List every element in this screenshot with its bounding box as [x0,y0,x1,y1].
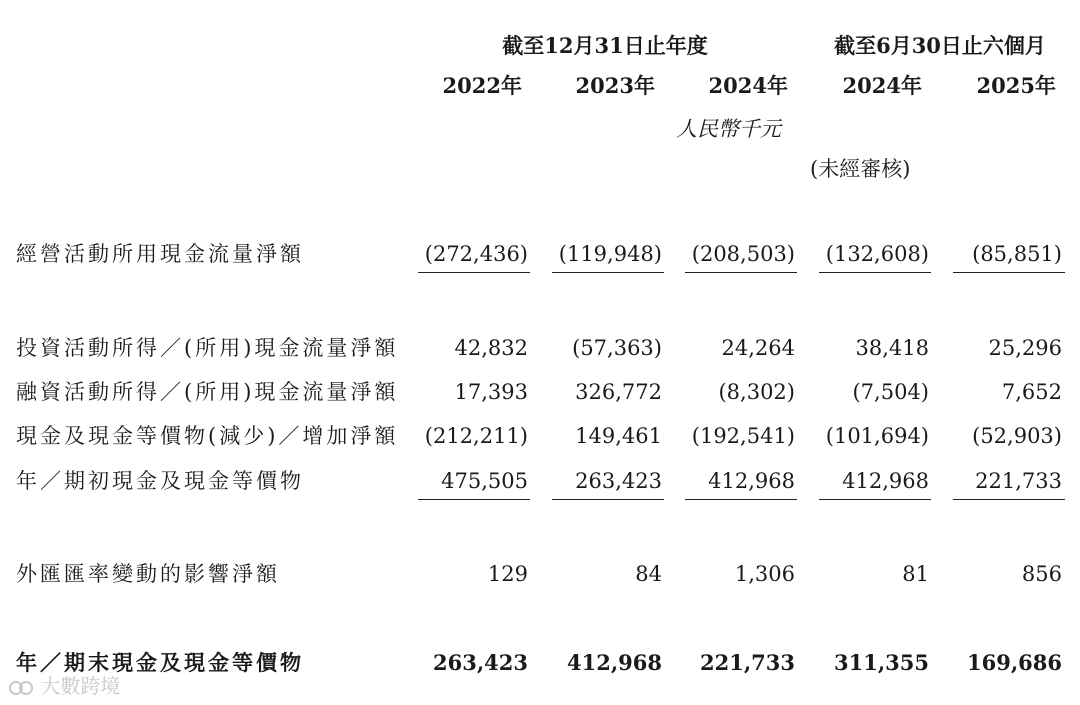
cell-2022: 42,832 [454,336,528,360]
row-label: 投資活動所得／(所用)現金流量淨額 [16,336,399,360]
subtotal-rule [819,272,931,273]
cell-2022: 475,505 [441,469,528,493]
row-label: 年／期末現金及現金等價物 [16,650,304,675]
subtotal-rule [685,272,797,273]
cell-2025: 25,296 [988,336,1062,360]
cell-2023: 412,968 [567,650,662,675]
subtotal-rule [685,499,797,500]
year-header-2025: 2025年 [976,73,1056,98]
subtotal-rule [552,499,664,500]
watermark-text: 大數跨境 [40,674,121,698]
table-row [0,328,1080,368]
subtotal-rule [953,499,1065,500]
cell-2023: 263,423 [575,469,662,493]
cell-2025: (52,903) [972,424,1062,448]
subtotal-rule [418,499,530,500]
cell-2024: (208,503) [691,242,795,266]
row-label: 外匯匯率變動的影響淨額 [16,562,280,586]
cell-2023: 149,461 [575,424,662,448]
cell-2024-interim: 81 [902,562,929,586]
cell-2022: 129 [487,562,528,586]
cell-2023: 326,772 [575,380,662,404]
cell-2024-interim: 38,418 [855,336,929,360]
cell-2024: 412,968 [708,469,795,493]
period-header-interim: 截至6月30日止六個月 [834,33,1046,58]
cell-2024-interim: (132,608) [825,242,929,266]
year-header-2024-interim: 2024年 [842,73,922,98]
row-label: 融資活動所得／(所用)現金流量淨額 [16,380,399,404]
period-header-annual: 截至12月31日止年度 [502,33,708,58]
cell-2024-interim: (7,504) [852,380,929,404]
cell-2025: 856 [1021,562,1062,586]
cell-2023: 84 [635,562,662,586]
cell-2023: (119,948) [558,242,662,266]
watermark [8,670,120,699]
total-row [0,643,1080,683]
row-label: 現金及現金等價物(減少)／增加淨額 [16,424,399,448]
year-header-2024: 2024年 [708,73,788,98]
cell-2022: (272,436) [424,242,528,266]
row-label: 經營活動所用現金流量淨額 [16,242,304,266]
subtotal-rule [953,272,1065,273]
cell-2025: 7,652 [1001,380,1062,404]
cell-2022: (212,211) [424,424,528,448]
currency-note: 人民幣千元 [676,117,781,141]
subtotal-rule [552,272,664,273]
cell-2024: 1,306 [734,562,795,586]
cell-2022: 17,393 [454,380,528,404]
table-row [0,234,1080,274]
logo-icon [8,678,34,698]
cell-2024-interim: (101,694) [825,424,929,448]
cell-2024: (192,541) [691,424,795,448]
cell-2025: 221,733 [975,469,1062,493]
table-row [0,461,1080,501]
cell-2025: (85,851) [972,242,1062,266]
cell-2024-interim: 311,355 [834,650,929,675]
cell-2025: 169,686 [967,650,1062,675]
cell-2024: (8,302) [718,380,795,404]
subtotal-rule [819,499,931,500]
cell-2024: 221,733 [700,650,795,675]
table-row [0,416,1080,456]
year-header-2022: 2022年 [442,73,522,98]
cell-2023: (57,363) [572,336,662,360]
cell-2024-interim: 412,968 [842,469,929,493]
year-header-2023: 2023年 [575,73,655,98]
table-row [0,554,1080,594]
table-row [0,372,1080,412]
cell-2024: 24,264 [721,336,795,360]
unaudited-note: (未經審核) [810,157,911,181]
row-label: 年／期初現金及現金等價物 [16,469,304,493]
cell-2022: 263,423 [433,650,528,675]
subtotal-rule [418,272,530,273]
